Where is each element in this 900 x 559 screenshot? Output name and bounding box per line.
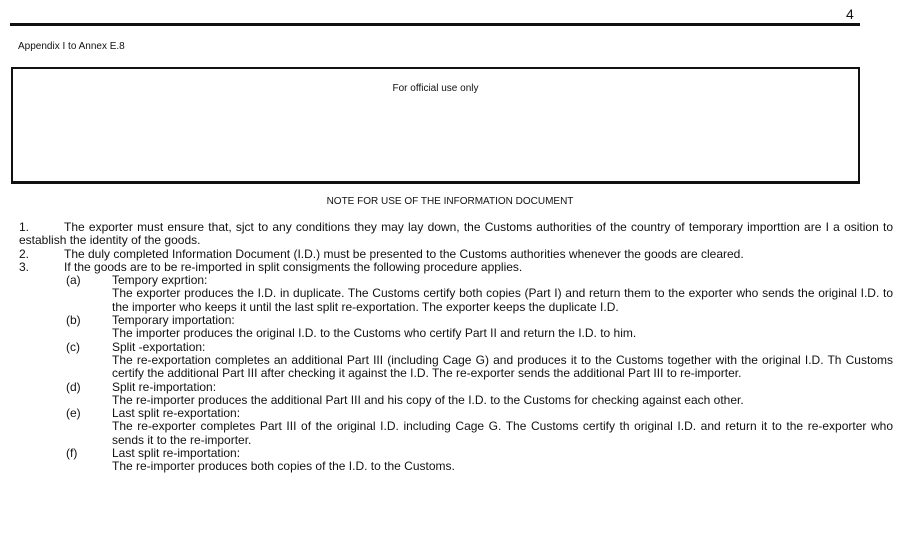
item-number: 1. — [19, 220, 30, 234]
sub-item-heading: Split -exportation: — [112, 339, 206, 354]
sub-item — [0, 381, 900, 408]
sub-item-label: (f) — [66, 446, 78, 461]
appendix-label: Appendix I to Annex E.8 — [18, 41, 125, 52]
sub-item-text: The re-exportation completes an additional Part III (including Cage G) and produces it to the Customs together with the original I.D. Th Customs certify the additional Part III after checking it against the I.D. The re-exporter sends the additional Part III to re-importer. — [112, 352, 893, 381]
official-use-label: For official use only — [392, 83, 479, 94]
sub-item-text: The importer produces the original I.D. to the Customs who certify Part II and return the I.D. to him. — [112, 326, 637, 341]
page-number: 4 — [846, 6, 854, 22]
note-title: NOTE FOR USE OF THE INFORMATION DOCUMENT — [326, 196, 574, 207]
sub-item-text: The exporter produces the I.D. in duplicate. The Customs certify both copies (Part I) and return them to the exporter who sends the original I.D. to the importer who keeps it until the last split re-exportation. The exporter keeps the duplicate I.D. — [112, 286, 893, 314]
sub-item-heading: Temporary importation: — [112, 313, 235, 328]
notes-body — [0, 221, 900, 474]
sub-item — [0, 274, 900, 314]
sub-item — [0, 341, 900, 381]
sub-item — [0, 407, 900, 447]
sub-item-text: The re-importer produces the additional Part III and his copy of the I.D. to the Customs for checking against each other. — [112, 392, 744, 407]
list-item — [0, 248, 900, 261]
list-item — [0, 261, 900, 274]
sub-item-label: (e) — [66, 406, 81, 421]
sub-item-heading: Last split re-exportation: — [112, 406, 241, 421]
header-rule — [10, 23, 860, 26]
sub-item — [0, 314, 900, 341]
sub-item-heading: Tempory exprtion: — [112, 273, 208, 288]
sub-item-text: The re-exporter completes Part III of the original I.D. including Cage G. The Customs certify th original I.D. and return it to the re-exporter who sends it to the re-importer. — [112, 419, 893, 447]
item-number: 3. — [19, 259, 30, 274]
sub-item-label: (b) — [66, 313, 81, 328]
sub-item-label: (c) — [66, 339, 80, 354]
sub-item-label: (a) — [66, 273, 81, 288]
item-text: If the goods are to be re-imported in split consigments the following procedure applies. — [64, 259, 523, 274]
item-text: The exporter must ensure that, sjct to any conditions they may lay down, the Customs authorities of the country of temporary importtion are I a osition to establish the identity of the goods. — [19, 220, 893, 248]
sub-item-label: (d) — [66, 379, 81, 394]
sub-item-heading: Split re-importation: — [112, 379, 217, 394]
list-item — [0, 221, 900, 248]
sub-item-text: The re-importer produces both copies of the I.D. to the Customs. — [112, 459, 455, 474]
sub-item-heading: Last split re-importation: — [112, 446, 241, 461]
sub-item — [0, 447, 900, 474]
item-text: The duly completed Information Document (I.D.) must be presented to the Customs authorities whenever the goods are cleared. — [64, 246, 744, 261]
item-number: 2. — [19, 246, 30, 261]
official-use-box — [11, 67, 860, 184]
